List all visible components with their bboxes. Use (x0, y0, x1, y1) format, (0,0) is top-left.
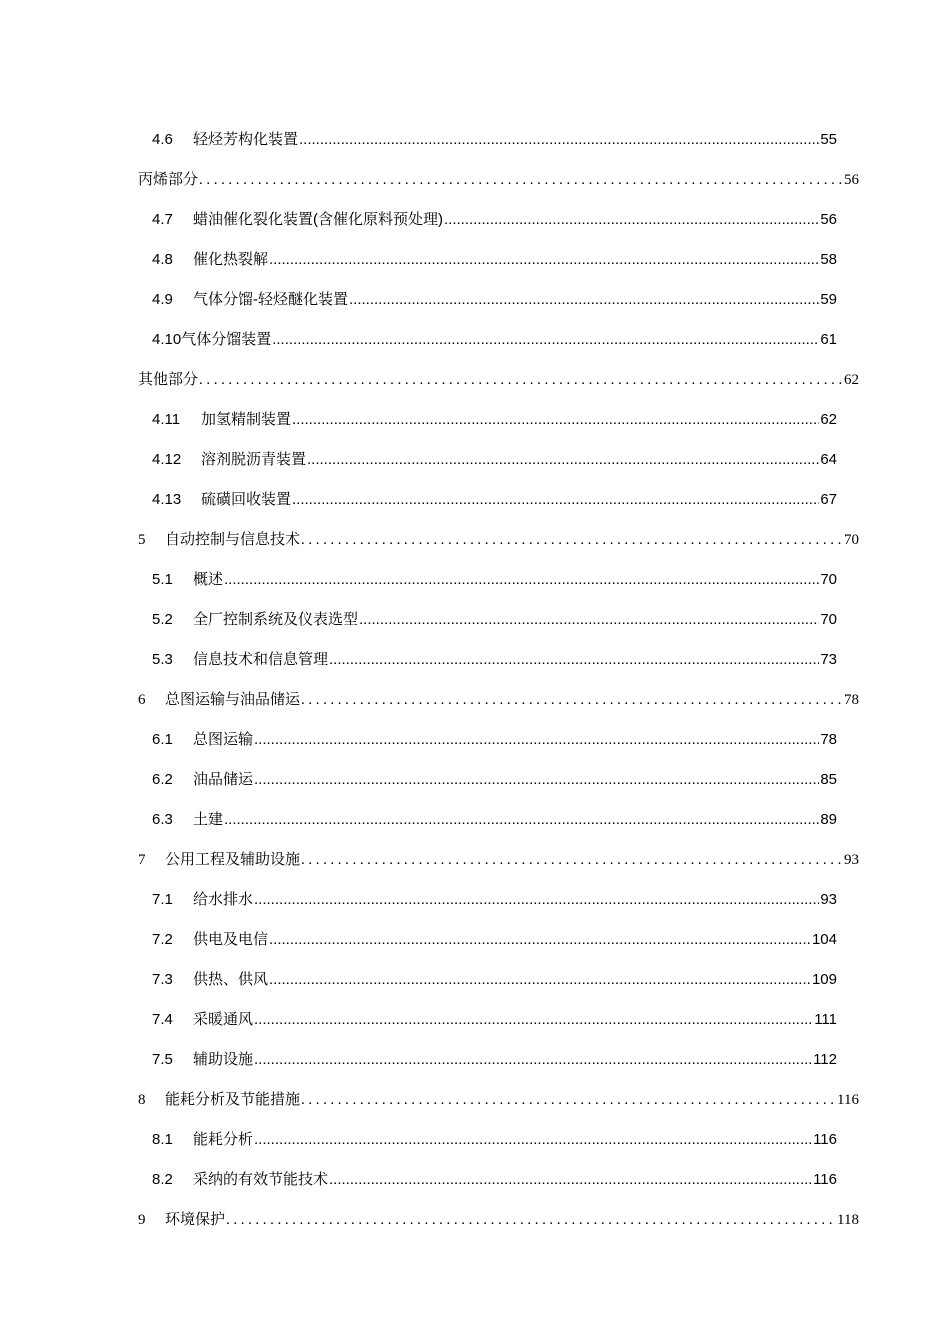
toc-entry[interactable] (152, 568, 837, 590)
dot-leader (292, 491, 819, 508)
toc-entry[interactable] (152, 888, 837, 910)
toc-entry[interactable] (152, 248, 837, 270)
toc-entry[interactable] (152, 768, 837, 790)
toc-chapter-entry[interactable] (138, 528, 859, 550)
toc-entry-number: 8 (138, 1092, 146, 1108)
toc-entry-page: 61 (820, 331, 837, 348)
toc-entry-title: 油品储运 (193, 771, 254, 788)
dot-leader (359, 611, 819, 628)
toc-entry-title: 丙烯部分 (138, 172, 199, 188)
toc-chapter-entry[interactable] (138, 1208, 859, 1230)
dot-leader (301, 692, 843, 709)
toc-entry-number: 7 (138, 852, 146, 868)
dot-leader (301, 852, 843, 869)
toc-entry-page: 62 (820, 411, 837, 428)
toc-entry-number: 4.10 (152, 331, 182, 348)
toc-entry-title: 公用工程及辅助设施 (165, 852, 301, 868)
toc-entry-number: 4.12 (152, 451, 182, 468)
toc-entry-page: 56 (820, 211, 837, 228)
toc-entry-number: 6.2 (152, 771, 173, 788)
toc-entry-number: 4.7 (152, 211, 173, 228)
toc-entry-page: 64 (820, 451, 837, 468)
toc-entry-number: 4.11 (152, 411, 181, 428)
dot-leader (254, 1011, 813, 1028)
toc-entry-title: 总图运输与油品储运 (165, 692, 301, 708)
toc-entry-number: 9 (138, 1212, 146, 1228)
toc-entry-title: 轻烃芳构化装置 (193, 131, 299, 148)
toc-entry[interactable] (152, 448, 837, 470)
dot-leader (224, 571, 819, 588)
toc-entry-page: 78 (820, 731, 837, 748)
toc-entry-title: 环境保护 (165, 1212, 226, 1228)
toc-entry-number: 6.1 (152, 731, 173, 748)
toc-entry-title: 气体分馏装置 (181, 331, 272, 348)
toc-chapter-entry[interactable] (138, 688, 859, 710)
toc-entry[interactable] (152, 1128, 837, 1150)
toc-entry[interactable] (152, 608, 837, 630)
toc-entry[interactable] (152, 728, 837, 750)
toc-entry-page: 116 (813, 1171, 837, 1188)
toc-entry-page: 56 (844, 172, 859, 188)
dot-leader (199, 372, 843, 389)
toc-entry-page: 93 (820, 891, 837, 908)
dot-leader (444, 211, 819, 228)
toc-entry-title: 概述 (193, 571, 224, 588)
toc-entry[interactable] (152, 408, 837, 430)
toc-entry[interactable] (152, 328, 837, 350)
dot-leader (269, 971, 811, 988)
toc-entry-number: 8.1 (152, 1131, 173, 1148)
toc-entry[interactable] (152, 1008, 837, 1030)
toc-entry-number: 5.2 (152, 611, 173, 628)
dot-leader (292, 411, 819, 428)
dot-leader (272, 331, 819, 348)
toc-entry-title: 气体分馏-轻烃醚化装置 (193, 291, 348, 308)
toc-entry-page: 109 (811, 971, 837, 988)
toc-entry-number: 7.4 (152, 1011, 173, 1028)
dot-leader (349, 291, 819, 308)
toc-entry-number: 4.13 (152, 491, 182, 508)
dot-leader (301, 1092, 836, 1109)
toc-entry-page: 78 (844, 692, 859, 708)
toc-entry-page: 112 (813, 1051, 837, 1068)
dot-leader (254, 1051, 812, 1068)
toc-entry-page: 70 (844, 532, 859, 548)
toc-entry-number: 5 (138, 532, 146, 548)
toc-entry-number: 6.3 (152, 811, 173, 828)
toc-entry-page: 118 (837, 1212, 859, 1228)
dot-leader (269, 931, 811, 948)
toc-entry-title: 能耗分析 (193, 1131, 254, 1148)
dot-leader (254, 731, 819, 748)
toc-entry-page: 58 (820, 251, 837, 268)
toc-entry-page: 62 (844, 372, 859, 388)
toc-entry-number: 7.2 (152, 931, 173, 948)
toc-entry-title: 其他部分 (138, 372, 199, 388)
dot-leader (224, 811, 819, 828)
toc-entry-number: 7.1 (152, 891, 173, 908)
toc-entry[interactable] (152, 808, 837, 830)
toc-entry-title: 辅助设施 (193, 1051, 254, 1068)
toc-entry-title: 信息技术和信息管理 (193, 651, 329, 668)
toc-entry-page: 111 (814, 1011, 837, 1028)
toc-entry-page: 73 (820, 651, 837, 668)
dot-leader (254, 891, 819, 908)
toc-entry-number: 6 (138, 692, 146, 708)
dot-leader (199, 172, 843, 189)
toc-entry-page: 116 (837, 1092, 859, 1108)
dot-leader (226, 1212, 836, 1229)
toc-entry-page: 93 (844, 852, 859, 868)
toc-entry-title: 给水排水 (193, 891, 254, 908)
toc-entry-number: 7.3 (152, 971, 173, 988)
toc-section-entry[interactable] (138, 368, 859, 390)
toc-entry[interactable] (152, 488, 837, 510)
toc-entry-title: 土建 (193, 811, 224, 828)
toc-entry-page: 59 (820, 291, 837, 308)
toc-entry-title: 自动控制与信息技术 (165, 532, 301, 548)
toc-entry-number: 8.2 (152, 1171, 173, 1188)
toc-entry[interactable] (152, 1048, 837, 1070)
toc-entry-page: 67 (820, 491, 837, 508)
toc-chapter-entry[interactable] (138, 848, 859, 870)
toc-entry-page: 55 (820, 131, 837, 148)
toc-entry-title: 硫磺回收装置 (201, 491, 292, 508)
toc-entry[interactable] (152, 208, 837, 230)
dot-leader (307, 451, 819, 468)
toc-entry-title: 采纳的有效节能技术 (193, 1171, 329, 1188)
toc-entry-title: 供电及电信 (193, 931, 269, 948)
toc-entry-title: 全厂控制系统及仪表选型 (193, 611, 359, 628)
dot-leader (254, 1131, 812, 1148)
toc-entry[interactable] (152, 648, 837, 670)
toc-section-entry[interactable] (138, 168, 859, 190)
toc-entry-page: 70 (820, 611, 837, 628)
toc-chapter-entry[interactable] (138, 1088, 859, 1110)
toc-entry-title: 蜡油催化裂化装置(含催化原料预处理) (193, 211, 443, 228)
dot-leader (254, 771, 819, 788)
toc-entry[interactable] (152, 928, 837, 950)
toc-entry-title: 溶剂脱沥青装置 (201, 451, 307, 468)
dot-leader (269, 251, 819, 268)
toc-entry-title: 加氢精制装置 (201, 411, 292, 428)
dot-leader (329, 1171, 812, 1188)
toc-entry-title: 能耗分析及节能措施 (165, 1092, 301, 1108)
toc-entry-number: 7.5 (152, 1051, 173, 1068)
toc-entry-number: 5.3 (152, 651, 173, 668)
toc-entry-page: 89 (820, 811, 837, 828)
dot-leader (329, 651, 819, 668)
toc-entry-number: 4.9 (152, 291, 173, 308)
toc-entry[interactable] (152, 968, 837, 990)
toc-entry-number: 5.1 (152, 571, 173, 588)
toc-entry-title: 总图运输 (193, 731, 254, 748)
toc-entry-title: 催化热裂解 (193, 251, 269, 268)
toc-entry-number: 4.8 (152, 251, 173, 268)
toc-entry-number: 4.6 (152, 131, 173, 148)
toc-entry[interactable] (152, 1168, 837, 1190)
toc-entry-page: 104 (811, 931, 837, 948)
toc-entry-title: 采暖通风 (193, 1011, 254, 1028)
toc-entry[interactable] (152, 128, 837, 150)
toc-entry-title: 供热、供风 (193, 971, 269, 988)
toc-entry-page: 70 (820, 571, 837, 588)
toc-entry-page: 116 (813, 1131, 837, 1148)
toc-entry-page: 85 (820, 771, 837, 788)
dot-leader (299, 131, 819, 148)
dot-leader (301, 532, 843, 549)
toc-entry[interactable] (152, 288, 837, 310)
